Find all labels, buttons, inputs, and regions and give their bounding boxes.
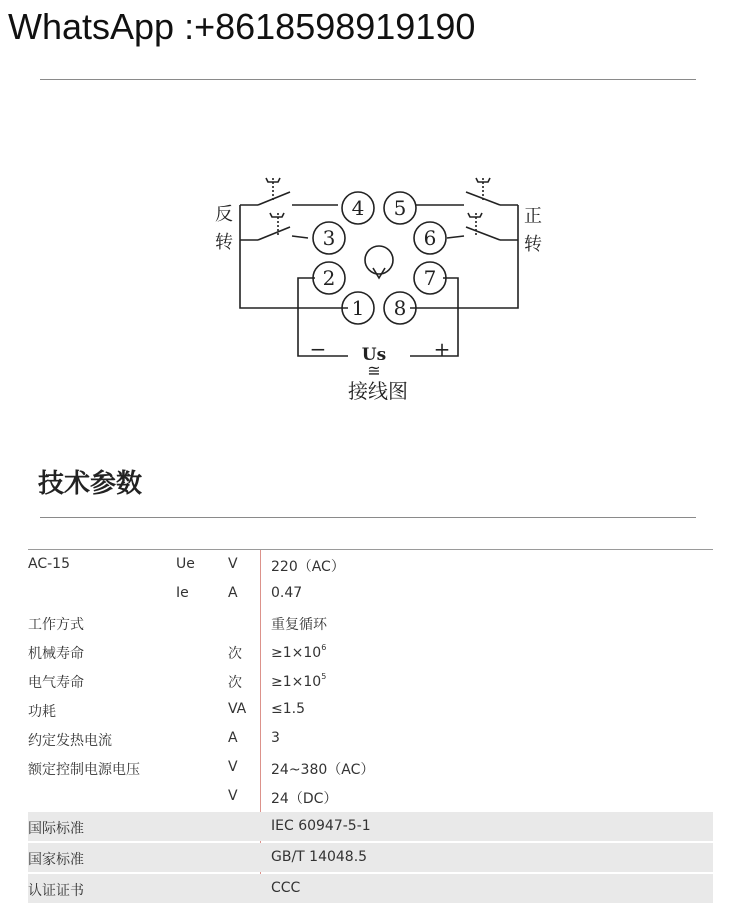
section-title: 技术参数	[38, 469, 143, 499]
pin-2: 2	[322, 266, 336, 290]
spec-value: IEC 60947-5-1	[271, 818, 371, 834]
table-row	[28, 724, 713, 753]
plus-terminal: +	[433, 337, 451, 361]
spec-name: 国际标准	[28, 821, 84, 837]
table-row	[28, 812, 713, 841]
spec-symbol: Ue	[176, 556, 195, 572]
pin-1: 1	[351, 296, 365, 320]
right-contact-bottom	[466, 227, 500, 240]
spec-name: 机械寿命	[28, 646, 84, 662]
spec-unit: A	[228, 730, 238, 746]
spec-unit: 次	[228, 675, 242, 691]
pin-3: 3	[322, 226, 336, 250]
left-label-bottom: 转	[215, 232, 233, 253]
spec-name: 额定控制电源电压	[28, 762, 140, 778]
table-row	[28, 666, 713, 695]
spec-value: ≤1.5	[271, 701, 305, 717]
table-row	[28, 550, 713, 579]
spec-exponent: 5	[321, 672, 327, 681]
section-divider	[40, 517, 696, 518]
spec-symbol: Ie	[176, 585, 189, 601]
spec-name: AC-15	[28, 556, 70, 572]
supply-label: Us	[361, 345, 387, 365]
table-row	[28, 695, 713, 724]
right-label-top: 正	[524, 206, 542, 227]
spec-unit: VA	[228, 701, 247, 717]
spec-value: 24（DC）	[271, 791, 338, 807]
spec-exponent: 6	[321, 643, 327, 652]
pin-5: 5	[393, 196, 407, 220]
spec-value: 3	[271, 730, 280, 746]
spec-unit: 次	[228, 646, 242, 662]
table-row	[28, 579, 713, 608]
left-contact-bottom	[258, 227, 290, 240]
spec-unit: A	[228, 585, 238, 601]
top-divider	[40, 79, 696, 80]
right-label-bottom: 转	[524, 234, 542, 255]
pin-8: 8	[393, 296, 407, 320]
table-row	[28, 874, 713, 903]
spec-value: GB/T 14048.5	[271, 849, 368, 865]
left-contact-top	[258, 192, 290, 205]
spec-value: 220（AC）	[271, 559, 345, 575]
spec-name: 国家标准	[28, 852, 84, 868]
left-wire	[240, 205, 348, 308]
diagram-caption: 接线图	[348, 379, 408, 403]
table-row	[28, 843, 713, 872]
right-wire	[410, 205, 518, 308]
table-row	[28, 782, 713, 811]
pin-4: 4	[351, 196, 365, 220]
spec-value: CCC	[271, 880, 301, 896]
pin-6: 6	[423, 226, 437, 250]
spec-name: 工作方式	[28, 617, 84, 633]
minus-terminal: −	[309, 337, 327, 361]
spec-value: 0.47	[271, 585, 303, 601]
spec-name: 电气寿命	[28, 675, 84, 691]
spec-name: 认证证书	[28, 883, 84, 899]
spec-unit: V	[228, 759, 238, 775]
spec-value: 重复循环	[271, 617, 327, 633]
supply-symbol: ≅	[367, 361, 381, 380]
whatsapp-contact: WhatsApp :+8618598919190	[8, 6, 476, 47]
wiring-diagram	[160, 160, 570, 410]
pin-7: 7	[423, 266, 437, 290]
spec-value: $\ge 1\times 10^5$	[271, 672, 327, 690]
left-label-top: 反	[215, 204, 233, 225]
spec-value: $\ge 1\times 10^6$	[271, 643, 327, 661]
spec-name: 约定发热电流	[28, 733, 112, 749]
spec-unit: V	[228, 788, 238, 804]
table-row	[28, 637, 713, 666]
table-row	[28, 753, 713, 782]
spec-name: 功耗	[28, 704, 56, 720]
spec-table	[28, 549, 713, 903]
table-row	[28, 608, 713, 637]
spec-unit: V	[228, 556, 238, 572]
spec-value: 24~380（AC）	[271, 762, 375, 778]
